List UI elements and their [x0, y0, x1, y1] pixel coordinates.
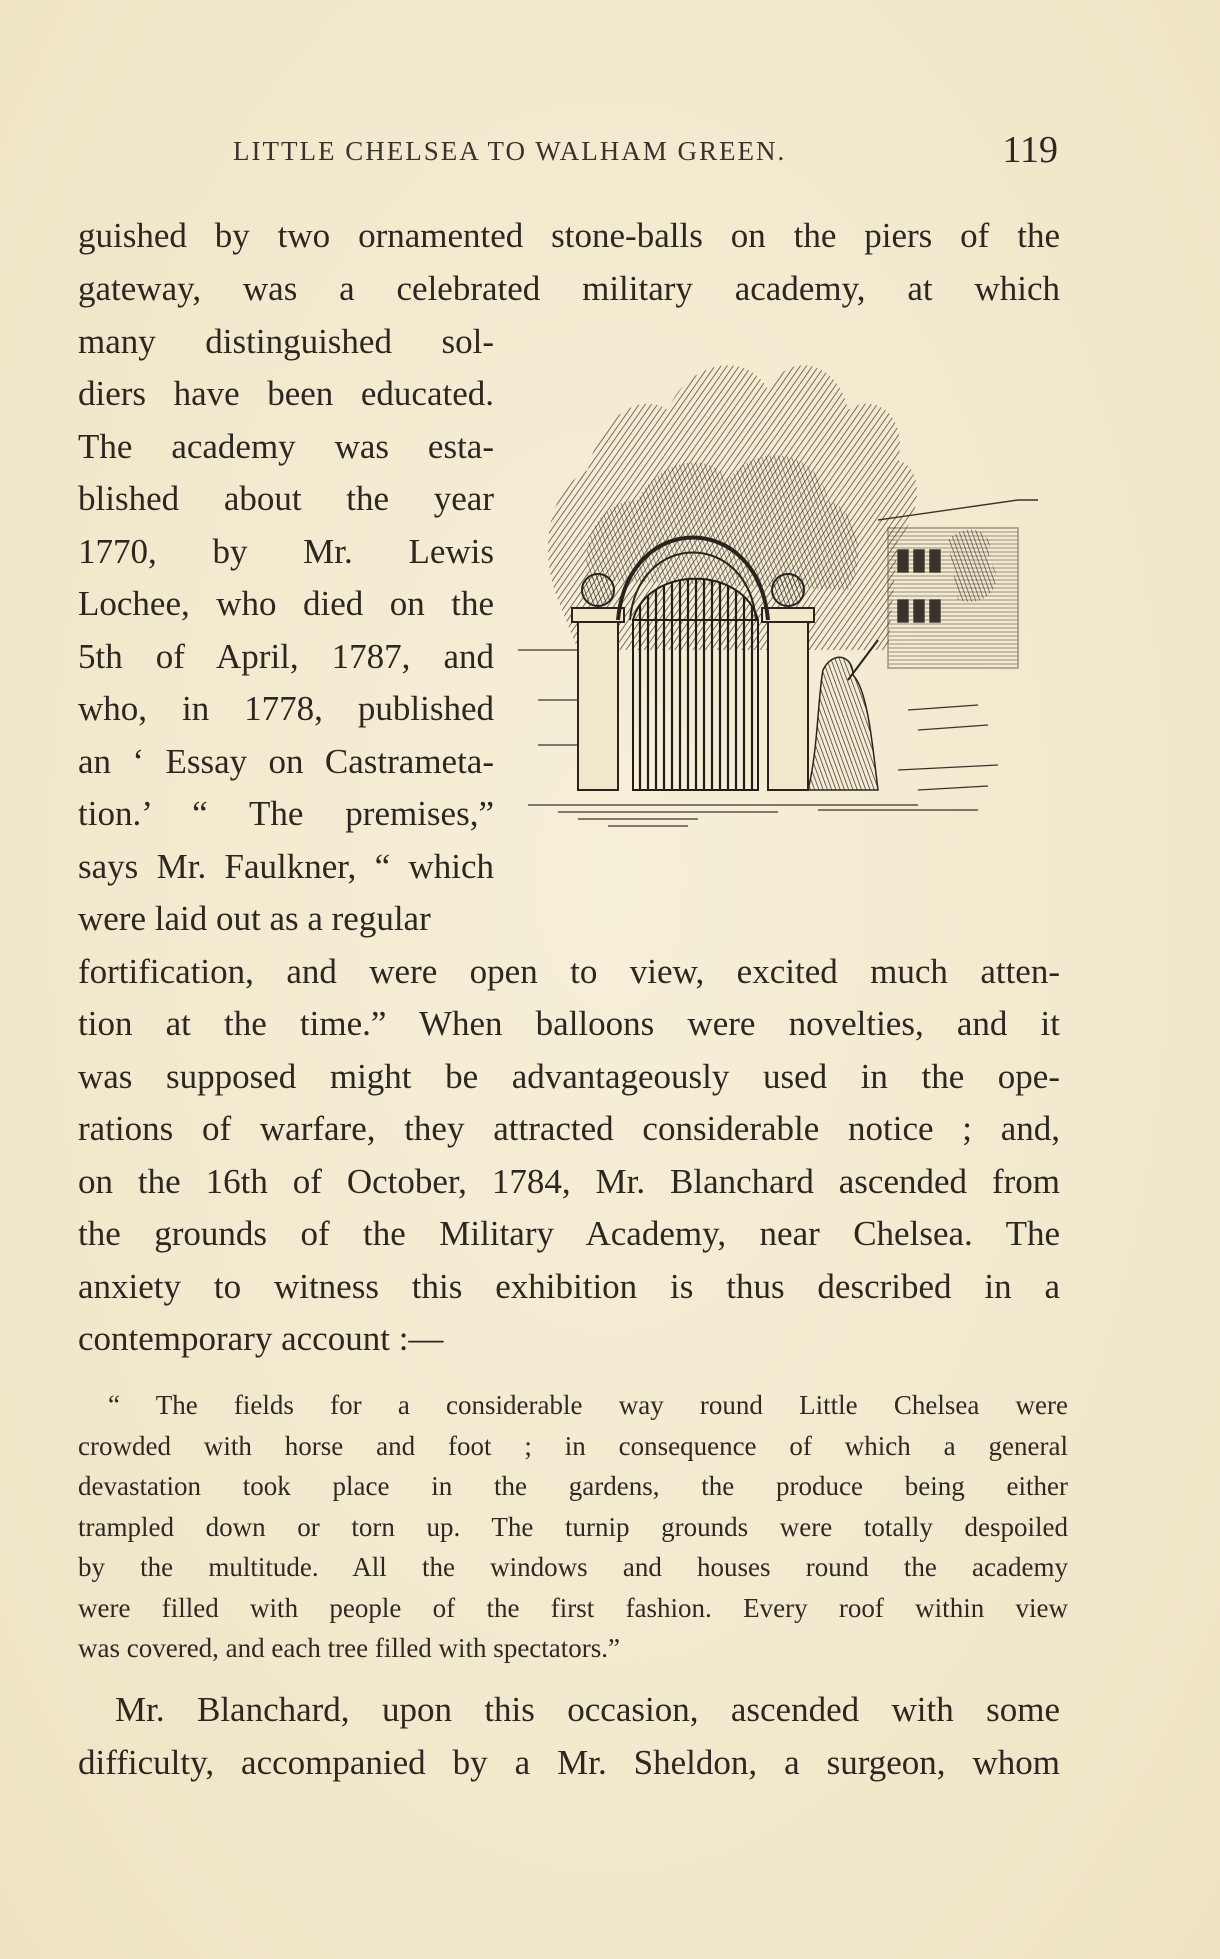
- quote-line: “ The fields for a considerable way round Little Chelsea were: [108, 1390, 1068, 1420]
- quote-line: was covered, and each tree filled with spectators.”: [78, 1633, 621, 1663]
- body-line: diers have been educated.: [78, 374, 494, 413]
- body-line: 1770, by Mr. Lewis: [78, 532, 494, 571]
- body-line: difficulty, accompanied by a Mr. Sheldon, a surgeon, whom: [78, 1743, 1060, 1782]
- body-line: the grounds of the Military Academy, near Chelsea. The: [78, 1214, 1060, 1253]
- quote-line: by the multitude. All the windows and houses round the academy: [78, 1552, 1068, 1582]
- body-line: gateway, was a celebrated military academy, at which: [78, 269, 1060, 308]
- body-line: says Mr. Faulkner, “ which: [78, 847, 494, 886]
- running-title: LITTLE CHELSEA TO WALHAM GREEN.: [233, 136, 787, 166]
- body-line: rations of warfare, they attracted considerable notice ; and,: [78, 1109, 1060, 1148]
- body-line: Mr. Blanchard, upon this occasion, ascended with some: [115, 1690, 1060, 1729]
- body-line: tion.’ “ The premises,”: [78, 794, 494, 833]
- gateway-engraving: [518, 350, 1038, 910]
- body-line: was supposed might be advantageously used in the ope-: [78, 1057, 1060, 1096]
- body-line: Lochee, who died on the: [78, 584, 494, 623]
- body-line: an ‘ Essay on Castrameta-: [78, 742, 494, 781]
- body-line: tion at the time.” When balloons were novelties, and it: [78, 1004, 1060, 1043]
- body-line: fortification, and were open to view, excited much atten-: [78, 952, 1060, 991]
- body-line: who, in 1778, published: [78, 689, 494, 728]
- quote-line: were filled with people of the first fashion. Every roof within view: [78, 1593, 1068, 1623]
- body-line: many distinguished sol-: [78, 322, 494, 361]
- body-line: 5th of April, 1787, and: [78, 637, 494, 676]
- quote-line: trampled down or torn up. The turnip grounds were totally despoiled: [78, 1512, 1068, 1542]
- page-number: 119: [1002, 129, 1058, 171]
- quote-line: crowded with horse and foot ; in consequence of which a general: [78, 1431, 1068, 1461]
- body-line: blished about the year: [78, 479, 494, 518]
- body-line: contemporary account :—: [78, 1319, 444, 1358]
- body-line: anxiety to witness this exhibition is thus described in a: [78, 1267, 1060, 1306]
- body-line: The academy was esta-: [78, 427, 494, 466]
- page-header: [78, 128, 1058, 172]
- quote-line: devastation took place in the gardens, the produce being either: [78, 1471, 1068, 1501]
- body-line: were laid out as a regular: [78, 899, 431, 938]
- body-line: guished by two ornamented stone-balls on the piers of the: [78, 216, 1060, 255]
- body-line: on the 16th of October, 1784, Mr. Blanchard ascended from: [78, 1162, 1060, 1201]
